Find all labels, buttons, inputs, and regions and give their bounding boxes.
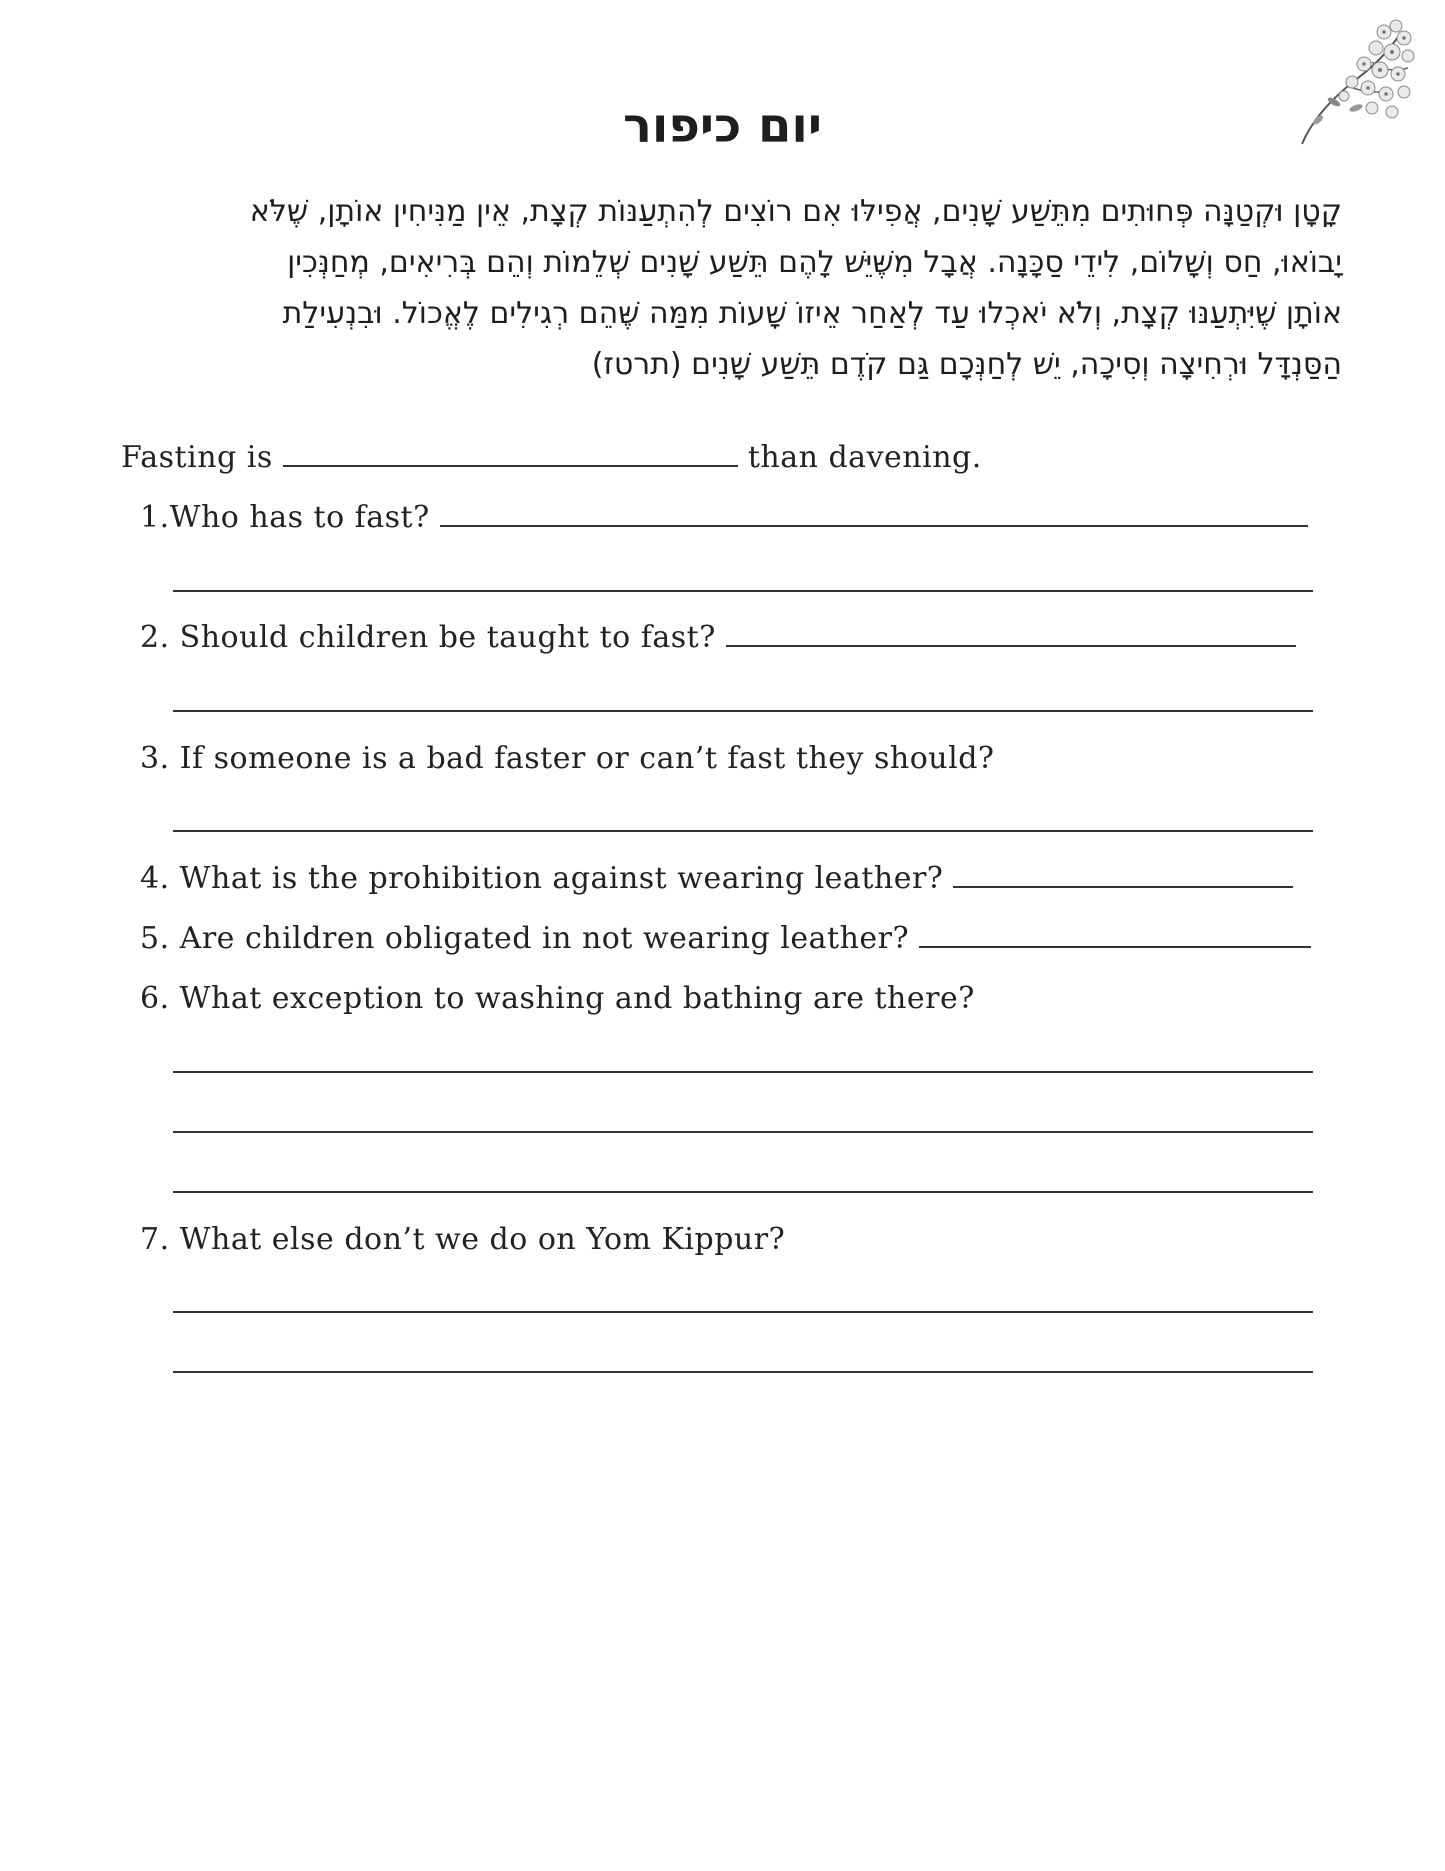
intro-answer-blank[interactable] <box>283 464 738 467</box>
question-text: Should children be taught to fast? <box>179 620 716 655</box>
intro-after: than davening. <box>747 440 982 475</box>
answer-blank[interactable] <box>919 945 1311 948</box>
answer-blank[interactable] <box>726 644 1296 647</box>
question-2 <box>140 620 1296 655</box>
question-number: 4. <box>140 861 170 896</box>
answer-line[interactable] <box>173 1311 1313 1313</box>
question-text: Are children obligated in not wearing leather? <box>179 921 910 956</box>
answer-line[interactable] <box>173 1371 1313 1373</box>
question-number: 2. <box>140 620 170 655</box>
question-7 <box>140 1222 785 1257</box>
answer-blank[interactable] <box>440 524 1308 527</box>
intro-before: Fasting is <box>121 440 273 475</box>
hebrew-line: יָבוֹאוּ, חַס וְשָׁלוֹם, לִידֵי סַכָּנָה. אֲבָל מִשֶּׁיֵּשׁ לָהֶם תֵּשַׁע שָׁנִים שְׁלֵמוֹת וְהֵם בְּרִיאִים, מְחַנְּכִין <box>287 245 1342 280</box>
question-text: If someone is a bad faster or can’t fast they should? <box>179 741 995 776</box>
question-number: 5. <box>140 921 170 956</box>
question-number: 3. <box>140 741 170 776</box>
question-3 <box>140 741 995 776</box>
question-text: Who has to fast? <box>169 500 430 535</box>
hebrew-line: אוֹתָן שֶׁיִּתְעַנּוּ קְצָת, וְלֹא יֹאכְלוּ עַד לְאַחַר אֵיזוֹ שָׁעוֹת מִמַּה שֶּׁהֵם רְגִילִים לֶאֱכוֹל. וּבִנְעִילַת <box>282 296 1342 331</box>
question-text: What is the prohibition against wearing leather? <box>179 861 944 896</box>
question-4 <box>140 861 1293 896</box>
answer-line[interactable] <box>173 1131 1313 1133</box>
answer-line[interactable] <box>173 590 1313 592</box>
question-text: What exception to washing and bathing are there? <box>179 981 975 1016</box>
question-number: 6. <box>140 981 170 1016</box>
answer-line[interactable] <box>173 830 1313 832</box>
answer-blank[interactable] <box>953 885 1293 888</box>
question-1 <box>140 500 1308 535</box>
intro-sentence <box>121 440 982 475</box>
answer-line[interactable] <box>173 1191 1313 1193</box>
question-number: 7. <box>140 1222 170 1257</box>
hebrew-line: הַסַּנְדָּל וּרְחִיצָה וְסִיכָה, יֵשׁ לְחַנְּכָם גַּם קֹדֶם תֵּשַׁע שָׁנִים (תרטז) <box>591 347 1342 382</box>
question-number: 1. <box>140 500 170 535</box>
answer-line[interactable] <box>173 710 1313 712</box>
question-text: What else don’t we do on Yom Kippur? <box>179 1222 786 1257</box>
question-6 <box>140 981 975 1016</box>
question-5 <box>140 921 1311 956</box>
hebrew-line: קָטָן וּקְטַנָּה פְּחוּתִים מִתֵּשַׁע שָׁנִים, אֲפִילּוּ אִם רוֹצִים לְהִתְעַנּוֹת קְצָת, אֵין מַנִּיחִין אוֹתָן, שֶׁלֹּא <box>249 194 1342 229</box>
answer-line[interactable] <box>173 1071 1313 1073</box>
page-title: יום כיפור <box>622 98 822 154</box>
hebrew-paragraph <box>140 186 1342 390</box>
